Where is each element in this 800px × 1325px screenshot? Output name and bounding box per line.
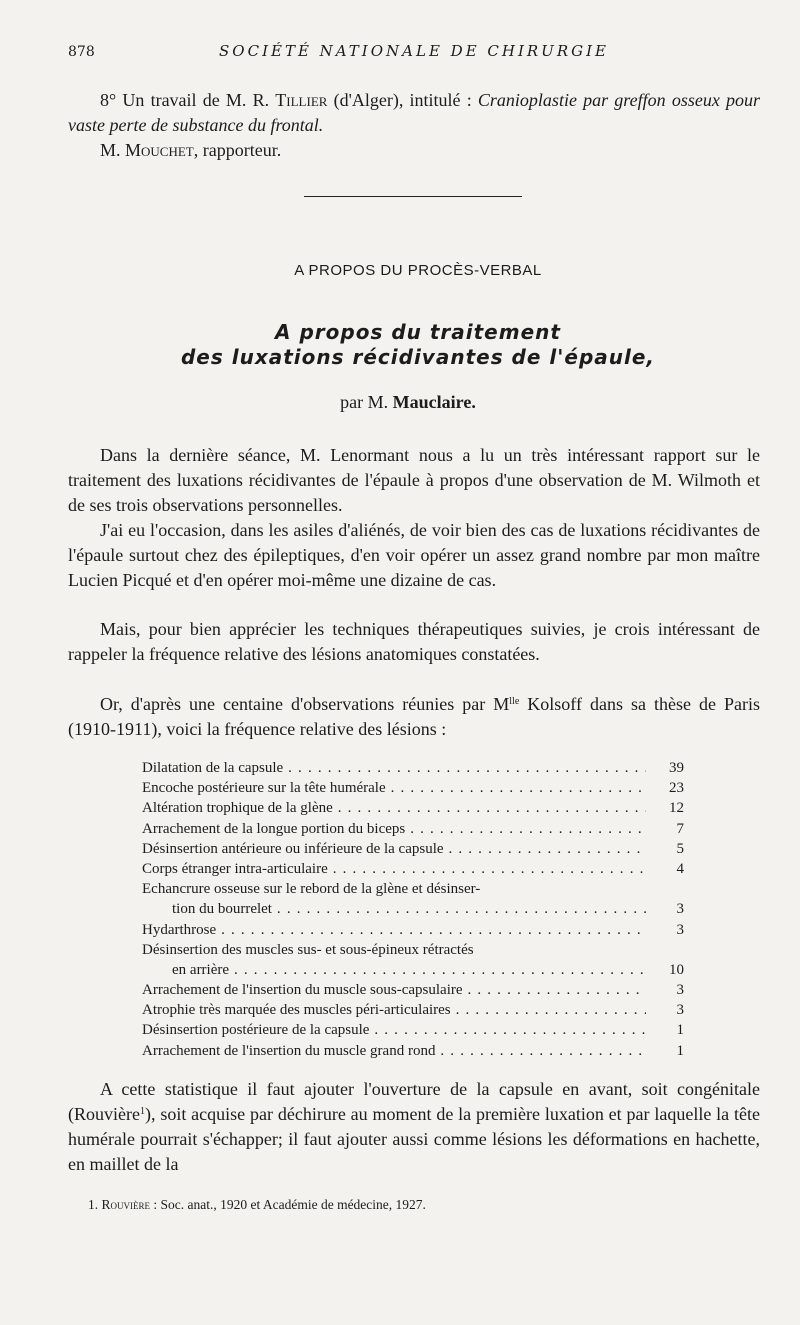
separator-rule <box>304 196 522 197</box>
lesion-count: 39 <box>669 760 684 776</box>
table-row <box>142 960 684 980</box>
lesion-label: Altération trophique de la glène . . . <box>142 798 646 818</box>
lesion-label: Dilatation de la capsule . . . <box>142 758 646 778</box>
table-row <box>142 1041 684 1061</box>
lesion-label: Atrophie très marquée des muscles péri-articulaires . . . <box>142 1000 646 1020</box>
section-heading: A PROPOS DU PROCÈS-VERBAL <box>294 262 542 279</box>
lesion-label: Désinsertion antérieure ou inférieure de la capsule . . . <box>142 839 646 859</box>
table-row <box>142 879 684 899</box>
item-author: Tillier <box>275 90 328 110</box>
paragraph-4: Or, d'après une centaine d'observations réunies par $M^{lle}$ Kolsoff dans sa thèse de Paris (1910-1911), voici la fréquence relative des lésions : <box>68 694 760 739</box>
article-title-line1: A propos du traitement <box>275 320 561 344</box>
lesion-label: en arrière . . . <box>142 960 646 980</box>
lesion-label: Désinsertion postérieure de la capsule . . . <box>142 1020 646 1040</box>
lesion-label: Arrachement de la longue portion du biceps . . . <box>142 819 646 839</box>
lesion-label: Corps étranger intra-articulaire . . . <box>142 859 646 879</box>
table-row <box>142 859 684 879</box>
table-row <box>142 798 684 818</box>
lesion-count: 4 <box>676 860 684 877</box>
lesion-count: 1 <box>676 1042 684 1059</box>
page-number: 878 <box>68 44 95 60</box>
table-row <box>142 899 684 919</box>
lesion-label: Désinsertion des muscles sus- et sous-épineux rétractés <box>142 941 474 958</box>
table-row <box>142 1020 684 1040</box>
footnote: 1. Rouvière : Soc. anat., 1920 et Académie de médecine, 1927. <box>88 1197 426 1212</box>
lesion-count: 5 <box>676 840 684 857</box>
table-row <box>142 1000 684 1020</box>
item-number: 8° <box>100 90 117 110</box>
rapporteur-name: Mouchet <box>125 140 194 160</box>
table-row <box>142 839 684 859</box>
table-row <box>142 940 684 960</box>
lesion-count: 23 <box>669 780 684 797</box>
page-header <box>68 42 760 66</box>
lesion-count: 3 <box>676 982 684 999</box>
lesion-count: 3 <box>676 1002 684 1019</box>
lesion-label: tion du bourrelet . . . <box>142 899 646 919</box>
byline: par M. Mauclaire. <box>340 392 476 412</box>
running-title: SOCIÉTÉ NATIONALE DE CHIRURGIE <box>219 42 609 60</box>
table-row <box>142 920 684 940</box>
lesion-count: 12 <box>669 800 684 817</box>
paragraph-1: Dans la dernière séance, M. Lenormant nous a lu un très intéressant rapport sur le traitement des luxations récidivantes de l'épaule à propos d'une observation de M. Wilmoth et de ses trois observations personnelles. <box>68 445 760 515</box>
item-title: Cranioplastie par greffon osseux pour vaste perte de substance du frontal. <box>68 90 760 135</box>
lesion-count: 10 <box>669 961 684 978</box>
lesion-label: Hydarthrose . . . <box>142 920 646 940</box>
table-row <box>142 980 684 1000</box>
intro-item: 8° Un travail de M. R. Tillier (d'Alger), intitulé : Cranioplastie par greffon osseux pour vaste perte de substance du frontal. <box>68 90 760 135</box>
table-row <box>142 778 684 798</box>
footnote-author: Rouvière <box>101 1197 150 1212</box>
paragraph-5: A cette statistique il faut ajouter l'ouverture de la capsule en avant, soit congénitale (Rouvière$^1$), soit acquise par déchirure au moment de la première luxation et par laquelle la tête humérale pourrait s'échapper; il faut ajouter aussi comme lésions les déformations en hachette, en maillet de la <box>68 1079 760 1174</box>
lesion-label: Encoche postérieure sur la tête humérale . . . <box>142 778 646 798</box>
lesion-count: 3 <box>676 901 684 918</box>
lesion-label: Echancrure osseuse sur le rebord de la glène et désinser- <box>142 881 481 898</box>
table-row <box>142 758 684 778</box>
paragraph-3: Mais, pour bien apprécier les techniques thérapeutiques suivies, je crois intéressant de rappeler la fréquence relative des lésions anatomiques constatées. <box>68 619 760 664</box>
lesion-count: 1 <box>676 1022 684 1039</box>
lesion-label: Arrachement de l'insertion du muscle sous-capsulaire . . . <box>142 980 646 1000</box>
lesion-count: 3 <box>676 921 684 938</box>
table-row <box>142 819 684 839</box>
paragraph-2: J'ai eu l'occasion, dans les asiles d'aliénés, de voir bien des cas de luxations récidivantes de l'épaule surtout chez des épileptiques, d'en voir opérer un assez grand nombre par mon maître Lucien Picqué et d'en opérer moi-même une dizaine de cas. <box>68 520 760 590</box>
lesion-count: 7 <box>676 820 684 837</box>
article-title-line2: des luxations récidivantes de l'épaule, <box>180 345 656 369</box>
lesion-label: Arrachement de l'insertion du muscle grand rond . . . <box>142 1041 646 1061</box>
rapporteur-line: M. Mouchet, rapporteur. <box>100 140 282 160</box>
lesion-frequency-table <box>142 758 684 1061</box>
author-name: Mauclaire. <box>392 392 476 412</box>
